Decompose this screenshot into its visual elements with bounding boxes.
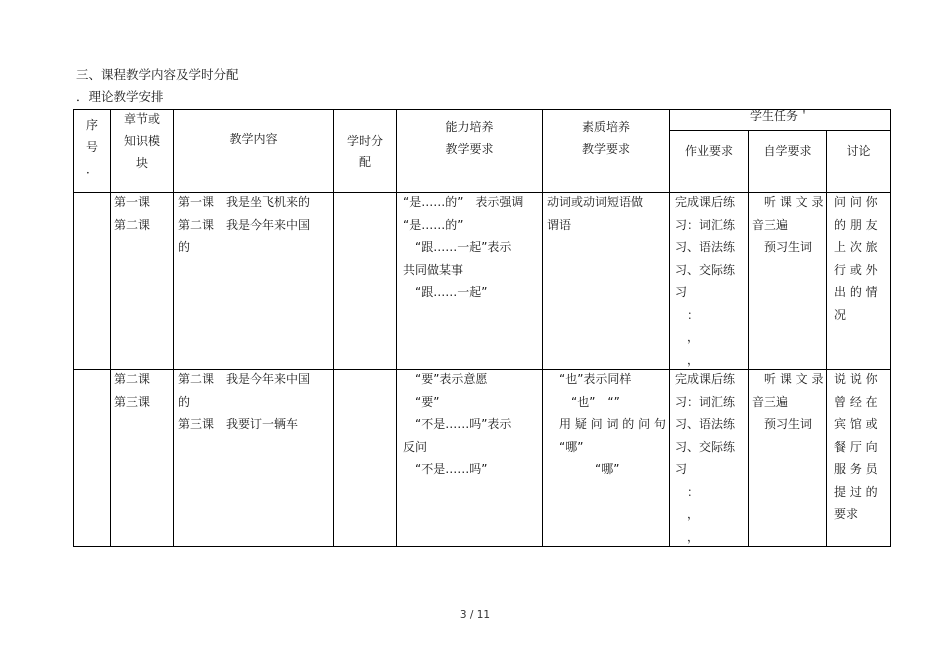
col-rule: [890, 109, 891, 547]
header-quality: 素质培养 教学要求: [581, 120, 630, 156]
row-homework: 完成课后练 习：词汇练 习、语法练 习、交际练 习 ： ， ，: [675, 372, 736, 544]
row-self-study: 听 课 文 录 音三遍 预习生词: [752, 372, 824, 431]
header-discussion: 讨论: [846, 144, 871, 158]
col-rule: [396, 109, 397, 547]
row-ability: “是……的” 表示强调 “是……的” “跟……一起”表示 共同做某事 “跟……一起”: [403, 195, 524, 299]
col-rule: [748, 130, 749, 547]
col-rule: [826, 130, 827, 547]
row-quality: 动词或动词短语做 谓语: [547, 195, 644, 232]
subsection-heading: ．理论教学安排: [76, 89, 164, 104]
section-heading: 三、课程教学内容及学时分配: [76, 67, 239, 82]
table-border-bottom: [73, 546, 891, 547]
header-ability: 能力培养 教学要求: [445, 120, 494, 156]
row-content: 第一课 我是坐飞机来的 第二课 我是今年来中国 的: [178, 195, 311, 254]
header-student-tasks: 学生任务＇: [749, 109, 810, 123]
student-task-divider: [669, 130, 891, 131]
header-content: 教学内容: [229, 132, 278, 146]
page-number: 3 / 11: [459, 609, 491, 621]
header-self-study: 自学要求: [763, 144, 812, 158]
header-hours: 学时分 配: [346, 134, 383, 169]
col-rule: [173, 109, 174, 547]
header-seq: 序 号 ．: [85, 118, 98, 176]
row-content: 第二课 我是今年来中国 的 第三课 我要订一辆车: [178, 372, 311, 431]
row-discussion: 问 问 你 的 朋 友 上 次 旅 行 或 外 出 的 情 况: [834, 195, 878, 322]
row-self-study: 听 课 文 录 音三遍 预习生词: [752, 195, 824, 254]
row-quality: “也”表示同样 “也” “” 用 疑 问 词 的 问 句 “哪” “哪”: [559, 372, 666, 476]
row-ability: “要”表示意愿 “要” “不是……吗”表示 反问 “不是……吗”: [403, 372, 512, 476]
header-chapter: 章节或 知识模 块: [123, 112, 160, 170]
row-chapter: 第一课 第二课: [114, 195, 151, 232]
row-discussion: 说 说 你 曾 经 在 宾 馆 或 餐 厅 向 服 务 员 提 过 的 要求: [834, 372, 878, 521]
col-rule: [333, 109, 334, 547]
row-chapter: 第二课 第三课: [114, 372, 151, 409]
col-rule: [669, 109, 670, 547]
row-homework: 完成课后练 习：词汇练 习、语法练 习、交际练 习 ： ， ，: [675, 195, 736, 367]
header-homework: 作业要求: [684, 144, 733, 158]
col-rule: [110, 109, 111, 547]
col-rule: [542, 109, 543, 547]
